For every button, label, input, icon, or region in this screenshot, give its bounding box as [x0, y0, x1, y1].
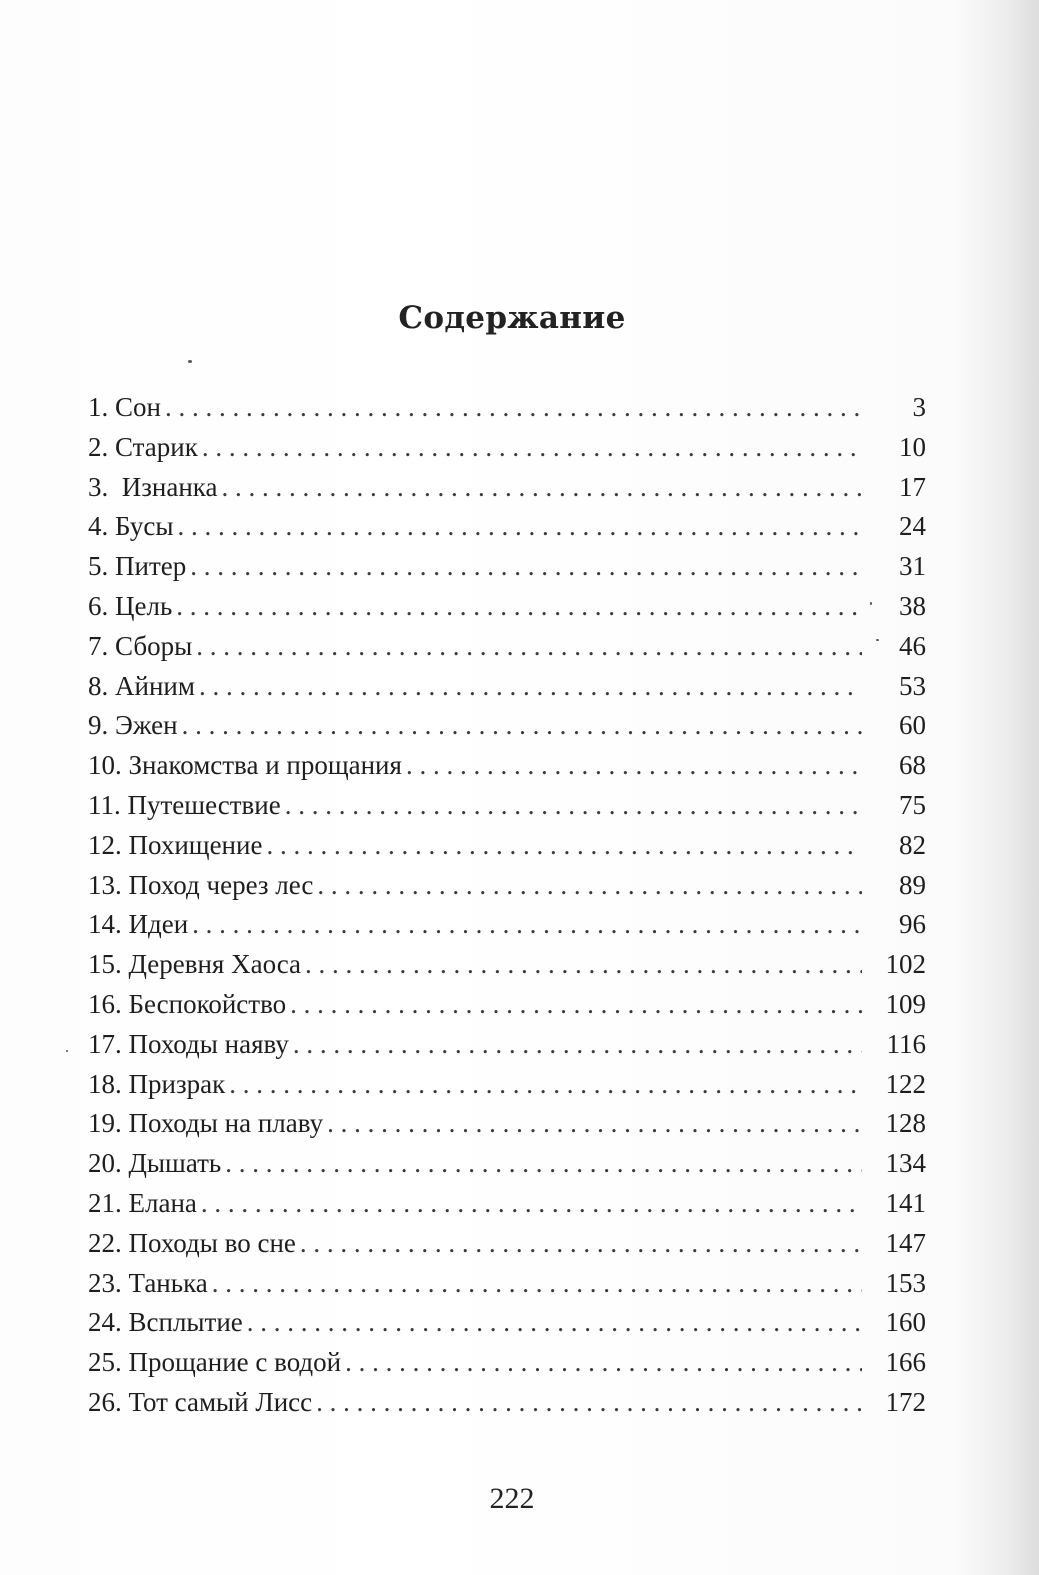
page-title: Содержание	[398, 300, 626, 336]
dot-leader	[202, 428, 862, 468]
toc-entry	[88, 468, 926, 508]
toc-entry	[88, 945, 926, 985]
dot-leader	[290, 985, 862, 1025]
toc-entry-title: 11. Путешествие	[88, 789, 281, 820]
toc-entry	[88, 1065, 926, 1105]
paper-speck	[66, 1050, 68, 1052]
toc-entry	[88, 905, 926, 945]
toc-entry-title: 12. Похищение	[88, 829, 263, 860]
toc-entry-title: 6. Цель	[88, 590, 173, 621]
toc-entry-title: 10. Знакомства и прощания	[88, 750, 402, 781]
toc-entry-page: 17	[899, 471, 926, 502]
toc-entry-page: 53	[899, 670, 926, 701]
toc-entry-page: 46	[899, 630, 926, 661]
toc-entry-page: 122	[885, 1068, 926, 1099]
toc-entry	[88, 1025, 926, 1065]
toc-entry-title: 9. Эжен	[88, 710, 178, 741]
toc-entry-title: 24. Всплытие	[88, 1307, 243, 1338]
toc-entry-title: 18. Призрак	[88, 1068, 226, 1099]
toc-entry	[88, 1224, 926, 1264]
toc-entry-title: 19. Походы на плаву	[88, 1108, 324, 1139]
toc-entry	[88, 667, 926, 707]
dot-leader	[225, 1144, 862, 1184]
toc-entry	[88, 1383, 926, 1423]
toc-entry-page: 160	[885, 1307, 926, 1338]
toc-entry-title: 4. Бусы	[88, 511, 174, 542]
toc-entry	[88, 826, 926, 866]
toc-entry	[88, 1264, 926, 1304]
dot-leader	[222, 468, 863, 508]
dot-leader	[305, 945, 862, 985]
toc-entry	[88, 428, 926, 468]
toc-entry	[88, 547, 926, 587]
toc-entry-page: 89	[899, 869, 926, 900]
page-number: 222	[489, 1482, 535, 1515]
toc-entry-page: 147	[885, 1227, 926, 1258]
paper-speck	[188, 360, 192, 363]
toc-entry	[88, 507, 926, 547]
toc-entry-title: 14. Идеи	[88, 909, 189, 940]
toc-entry	[88, 1184, 926, 1224]
toc-entry-title: 5. Питер	[88, 551, 187, 582]
toc-entry-page: 153	[885, 1267, 926, 1298]
toc-entry-title: 23. Танька	[88, 1267, 208, 1298]
dot-leader	[177, 507, 862, 547]
dot-leader	[285, 786, 862, 826]
paper-speck	[876, 639, 879, 641]
toc-entry	[88, 587, 926, 627]
toc-list	[88, 388, 926, 1423]
dot-leader	[201, 1184, 862, 1224]
toc-entry-page: 102	[885, 949, 926, 980]
dot-leader	[293, 1025, 862, 1065]
toc-entry-title: 1. Сон	[88, 392, 161, 422]
dot-leader	[247, 1303, 862, 1343]
toc-entry-title: 25. Прощание с водой	[88, 1347, 342, 1378]
toc-entry	[88, 1303, 926, 1343]
toc-entry-title: 2. Старик	[88, 431, 198, 462]
toc-entry-page: 166	[885, 1347, 926, 1378]
toc-entry-page: 82	[899, 829, 926, 860]
dot-leader	[300, 1224, 862, 1264]
toc-entry	[88, 985, 926, 1025]
toc-entry	[88, 1104, 926, 1144]
dot-leader	[327, 1104, 862, 1144]
dot-leader	[406, 746, 862, 786]
toc-entry-page: 75	[899, 789, 926, 820]
toc-entry-title: 8. Айним	[88, 670, 195, 701]
dot-leader	[317, 866, 862, 906]
dot-leader	[229, 1065, 862, 1105]
toc-entry-title: 20. Дышать	[88, 1148, 222, 1179]
toc-entry-title: 21. Елана	[88, 1187, 197, 1218]
dot-leader	[192, 905, 862, 945]
toc-entry-title: 16. Беспокойство	[88, 988, 287, 1019]
toc-entry-page: 10	[899, 431, 926, 462]
toc-entry	[88, 388, 926, 428]
toc-entry	[88, 746, 926, 786]
dot-leader	[182, 706, 862, 746]
dot-leader	[190, 547, 862, 587]
toc-entry	[88, 786, 926, 826]
dot-leader	[199, 667, 862, 707]
dot-leader	[316, 1383, 862, 1423]
toc-entry-page: 109	[885, 988, 926, 1019]
toc-entry-page: 38	[899, 590, 926, 621]
toc-entry	[88, 1144, 926, 1184]
toc-entry-title: 17. Походы наяву	[88, 1028, 289, 1059]
toc-entry-title: 7. Сборы	[88, 630, 193, 661]
toc-entry-page: 96	[899, 909, 926, 940]
toc-entry-title: 26. Тот самый Лисс	[88, 1386, 313, 1417]
toc-entry	[88, 627, 926, 667]
dot-leader	[196, 627, 862, 667]
dot-leader	[266, 826, 862, 866]
toc-entry-page: 60	[899, 710, 926, 741]
toc-entry-title: 15. Деревня Хаоса	[88, 949, 302, 980]
dot-leader	[165, 388, 862, 428]
toc-entry-page: 24	[899, 511, 926, 542]
toc-entry-page: 172	[885, 1386, 926, 1417]
toc-entry-page: 3	[912, 392, 926, 422]
dot-leader	[212, 1264, 862, 1304]
toc-entry-page: 128	[885, 1108, 926, 1139]
toc-entry-page: 68	[899, 750, 926, 781]
toc-entry-title: 13. Поход через лес	[88, 869, 314, 900]
toc-entry	[88, 866, 926, 906]
toc-entry-title: 22. Походы во сне	[88, 1227, 296, 1258]
toc-entry	[88, 1343, 926, 1383]
toc-entry-title: 3. Изнанка	[88, 471, 218, 502]
toc-entry	[88, 706, 926, 746]
toc-entry-page: 31	[899, 551, 926, 582]
dot-leader	[345, 1343, 862, 1383]
toc-entry-page: 116	[886, 1028, 926, 1059]
paper-speck	[870, 602, 872, 605]
toc-entry-page: 134	[885, 1148, 926, 1179]
toc-entry-page: 141	[885, 1187, 926, 1218]
dot-leader	[176, 587, 862, 627]
